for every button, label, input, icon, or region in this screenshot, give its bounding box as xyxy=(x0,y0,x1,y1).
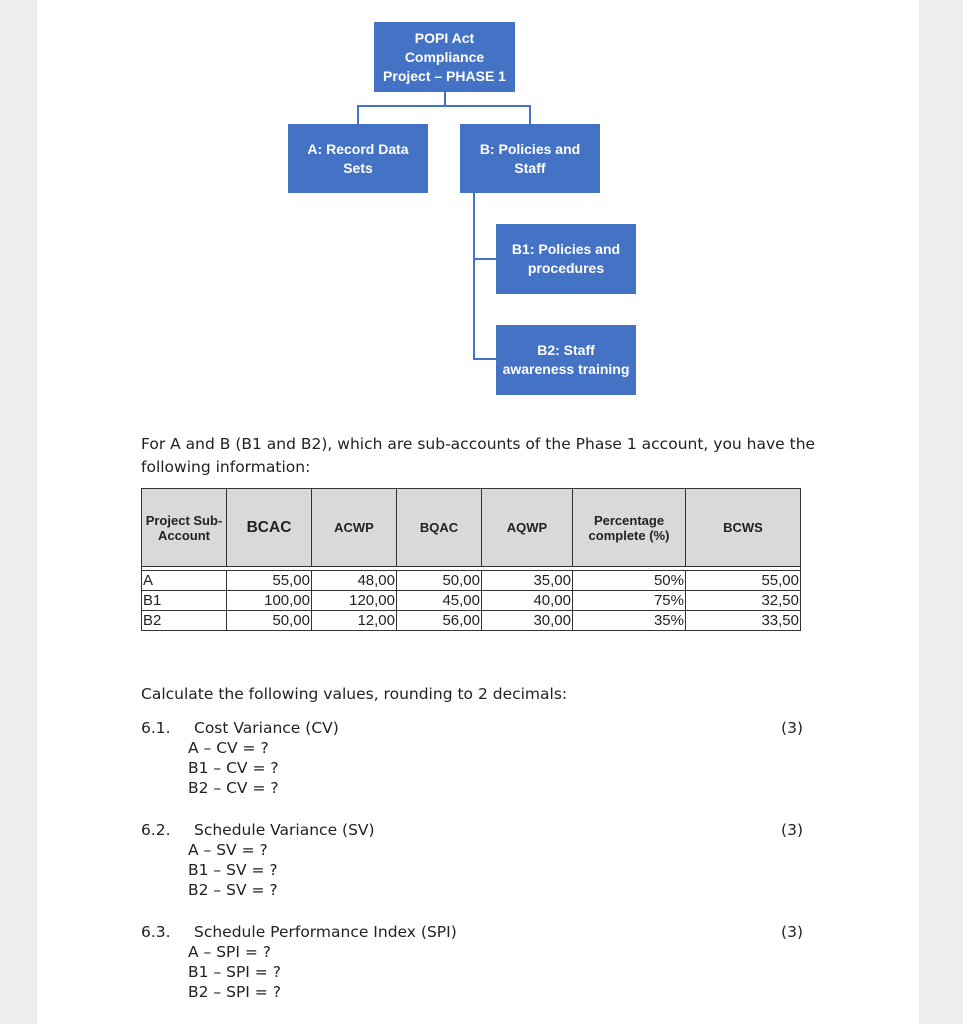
header-bqac: BQAC xyxy=(397,489,482,567)
cell-bcac: 100,00 xyxy=(227,591,312,611)
question-line: B2 – SPI = ? xyxy=(188,983,281,1001)
connector-b-vertical xyxy=(473,193,475,360)
cell-aqwp: 40,00 xyxy=(482,591,573,611)
table-row xyxy=(142,591,801,611)
cell-bqac: 45,00 xyxy=(397,591,482,611)
question-line: B2 – SV = ? xyxy=(188,881,278,899)
question-line: A – CV = ? xyxy=(188,739,269,757)
cell-subaccount: B2 xyxy=(142,611,227,631)
connector-root-down xyxy=(444,92,446,106)
table-row xyxy=(142,571,801,591)
connector-to-b xyxy=(529,105,531,124)
wbs-node-a: A: Record Data Sets xyxy=(288,124,428,193)
cell-aqwp: 30,00 xyxy=(482,611,573,631)
question-title: Cost Variance (CV) xyxy=(194,719,339,737)
table-row xyxy=(142,611,801,631)
question-marks: (3) xyxy=(781,923,803,941)
connector-to-b2 xyxy=(473,358,496,360)
cost-data-table xyxy=(141,488,801,631)
wbs-node-b2: B2: Staff awareness training xyxy=(496,325,636,395)
cell-bcws: 55,00 xyxy=(686,571,801,591)
cell-acwp: 12,00 xyxy=(312,611,397,631)
question-line: A – SPI = ? xyxy=(188,943,272,961)
cell-aqwp: 35,00 xyxy=(482,571,573,591)
header-bcac: BCAC xyxy=(227,489,312,567)
question-line: B1 – SV = ? xyxy=(188,861,278,879)
cell-percentage: 75% xyxy=(573,591,686,611)
header-project-sub-account: Project Sub-Account xyxy=(142,489,227,567)
cell-acwp: 120,00 xyxy=(312,591,397,611)
wbs-root-node: POPI Act Compliance Project – PHASE 1 xyxy=(374,22,515,92)
question-title: Schedule Variance (SV) xyxy=(194,821,375,839)
cell-percentage: 35% xyxy=(573,611,686,631)
connector-to-b1 xyxy=(473,258,496,260)
question-marks: (3) xyxy=(781,821,803,839)
cell-bcac: 50,00 xyxy=(227,611,312,631)
question-number: 6.3. xyxy=(141,923,171,941)
question-line: B2 – CV = ? xyxy=(188,779,279,797)
connector-to-a xyxy=(357,105,359,124)
header-aqwp: AQWP xyxy=(482,489,573,567)
table-header-row xyxy=(142,489,801,567)
intro-paragraph: For A and B (B1 and B2), which are sub-accounts of the Phase 1 account, you have the following information: xyxy=(141,435,816,476)
cell-subaccount: B1 xyxy=(142,591,227,611)
question-line: A – SV = ? xyxy=(188,841,268,859)
cell-bqac: 50,00 xyxy=(397,571,482,591)
cell-bqac: 56,00 xyxy=(397,611,482,631)
question-marks: (3) xyxy=(781,719,803,737)
wbs-node-b1: B1: Policies and procedures xyxy=(496,224,636,294)
cell-bcws: 32,50 xyxy=(686,591,801,611)
cell-bcws: 33,50 xyxy=(686,611,801,631)
cell-percentage: 50% xyxy=(573,571,686,591)
cell-bcac: 55,00 xyxy=(227,571,312,591)
header-percentage-complete: Percentage complete (%) xyxy=(573,489,686,567)
cell-subaccount: A xyxy=(142,571,227,591)
question-number: 6.1. xyxy=(141,719,171,737)
wbs-node-b: B: Policies and Staff xyxy=(460,124,600,193)
cell-acwp: 48,00 xyxy=(312,571,397,591)
header-acwp: ACWP xyxy=(312,489,397,567)
question-number: 6.2. xyxy=(141,821,171,839)
calculation-instructions: Calculate the following values, rounding to 2 decimals: xyxy=(141,685,568,703)
question-title: Schedule Performance Index (SPI) xyxy=(194,923,457,941)
header-bcws: BCWS xyxy=(686,489,801,567)
question-line: B1 – SPI = ? xyxy=(188,963,281,981)
connector-horizontal xyxy=(357,105,531,107)
question-line: B1 – CV = ? xyxy=(188,759,279,777)
